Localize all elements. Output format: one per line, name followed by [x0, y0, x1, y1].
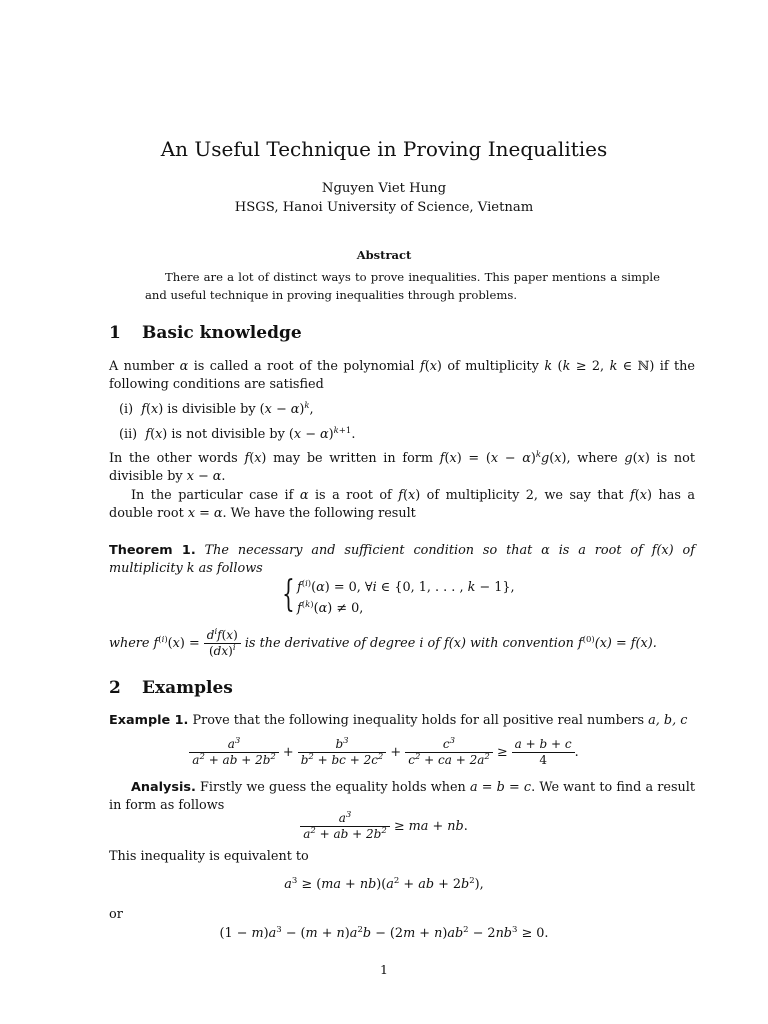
theorem-1: Theorem 1. The necessary and sufficient condition so that α is a root of f(x) of multiplicity k as follows	[109, 543, 695, 577]
section-1-title: Basic knowledge	[142, 323, 302, 343]
condition-ii: (ii) f(x) is not divisible by $(x - \alpha)^{k+1}$.	[119, 425, 356, 442]
analysis-inequality: $\frac{a^3}{a^2 + ab + 2b^2}$ ≥ ma + nb.	[0, 811, 768, 842]
section-2-heading	[109, 678, 233, 698]
abstract-heading: Abstract	[356, 248, 412, 262]
derivative-definition: where $f^{(i)}(x)$ = $\frac{d^if(x)}{(dx)^i}$ is the derivative of degree i of f(x) with convention $f^{(0)}(x) = f(x)$.	[109, 627, 657, 658]
paper-title: An Useful Technique in Proving Inequalities	[160, 137, 608, 161]
definition-paragraph: A number α is called a root of the polynomial f(x) of multiplicity k (k ≥ 2, k ∈ ℕ) if the following conditions are satisfied	[109, 359, 696, 393]
or-text: or	[109, 907, 123, 922]
page-number: 1	[380, 962, 388, 977]
abstract-body	[145, 268, 660, 304]
other-words-paragraph: In the other words f(x) may be written in form $f(x) = (x - \alpha)^kg(x)$, where g(x) is not divisible by x − α.	[109, 450, 696, 485]
section-1-number: 1	[109, 323, 121, 343]
section-2-number: 2	[109, 678, 121, 698]
theorem-label: Theorem 1.	[109, 543, 196, 558]
equivalent-text: This inequality is equivalent to	[109, 849, 309, 864]
section-2-title: Examples	[142, 678, 233, 698]
theorem-system: { $f^{(i)}(\alpha) = 0$, ∀i ∈ {0, 1, . . . , k − 1}, $f^{(k)}(\alpha) \ne 0$,	[282, 574, 515, 616]
analysis-paragraph: Analysis. Firstly we guess the equality holds when a = b = c. We want to find a result in form as follows	[109, 780, 695, 814]
equivalent-inequality: $a^3 \ge (ma + nb)(a^2$ + ab + $2b^2$),	[284, 876, 484, 892]
example-1: Example 1. Prove that the following inequality holds for all positive real numbers a, b, c	[109, 713, 688, 728]
expanded-inequality: $(1 - m)a^3 - (m + n)a^2b - (2m + n)ab^2 - 2nb^3 \ge 0$.	[219, 925, 549, 941]
section-1-body	[109, 358, 695, 523]
author-affiliation: HSGS, Hanoi University of Science, Vietnam	[234, 200, 534, 215]
analysis-label: Analysis.	[131, 780, 196, 795]
author-name: Nguyen Viet Hung	[321, 181, 447, 196]
abstract-text: There are a lot of distinct ways to prove inequalities. This paper mentions a simple and useful technique in proving inequalities through problems.	[145, 270, 660, 302]
condition-i: (i) f(x) is divisible by $(x - \alpha)^k$,	[119, 400, 314, 417]
example-1-inequality: $\frac{a^3}{a^2 + ab + 2b^2}$ + $\frac{b^3}{b^2 + bc + 2c^2}$ + $\frac{c^3}{c^2 + ca + 2a^2}$ ≥ $\frac{a + b + c}{4}$ .	[0, 737, 768, 768]
double-root-paragraph: In the particular case if α is a root of f(x) of multiplicity 2, we say that f(x) has a double root x = α. We have the following result	[109, 487, 695, 522]
example-label: Example 1.	[109, 713, 189, 728]
section-1-heading	[109, 323, 302, 343]
